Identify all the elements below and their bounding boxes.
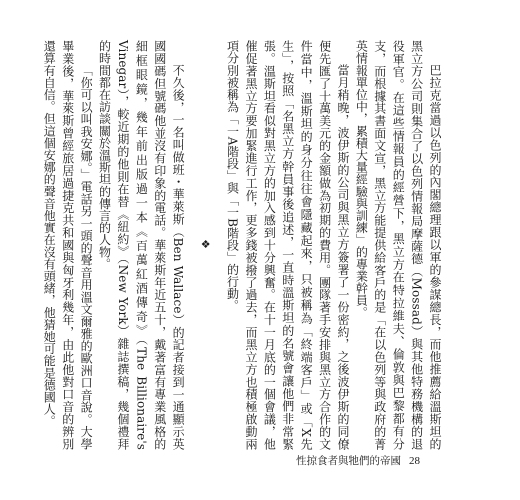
- page-number: 28: [409, 455, 420, 467]
- paragraph-2: 當月稍晚，波伊斯的公司與黑立方簽署了一份密約，之後波伊斯的同僚便先匯了十萬美元的金額做為初期的費用。團隊著手安排與黑立方合作的文件當中，溫斯坦的身分往往會隱藏起來，只被稱為「終端客戶」或「X先生」，按照「名黑立方幹員事後追述，一直時溫斯坦的名號會讓他們非常緊張。溫斯坦看似對黑立方的加入感到十分興奮。在十一月底的一個會議，他催促著黑立方要加緊進行工作，更多錢被撥了過去，而黑立方也積極啟動兩項分別被稱為「一A階段」與「一B階段」的行動。: [225, 40, 350, 450]
- page-footer: [296, 453, 420, 468]
- running-head: 性掠食者與牠們的帝國: [296, 455, 401, 467]
- section-divider-ornament: ❖: [199, 238, 213, 252]
- paragraph-4: 「你可以叫我安娜。」電話另一頭的聲音用溫文爾雅的歐洲口音說。大學畢業後，華萊斯曾經旅居過捷克共和國與匈牙利幾年，由此他對口音的辨別還算有自信。但這個安娜的聲音他實在沒有頭緒，他猜她可能是德國人。: [42, 40, 94, 450]
- paragraph-1: 巴拉克當過以色列的內閣總理跟以軍的參謀總長，而他推薦給溫斯坦的黑立方公司則集合了以色列情報局摩薩德（Mossad）與其他特務機構的退役軍官。在這些情報員的經營下，黑立方在特拉維夫、倫敦與巴黎都有分支，而根據其書面文宣，黑立方能提供給客戶的是「在以色列等與政府的菁英情報單位中，累積大量經驗與訓練」的專業幹員。: [354, 40, 442, 450]
- body-text: [40, 40, 444, 450]
- paragraph-3: 不久後，一名叫做班・華萊斯（Ben Wallace）的記者接到一通顯示英國國碼但號碼他並沒有印象的電話。華萊斯年近五十，戴著富有專業風格的細框眼鏡，幾年前出版過一本《百萬紅酒傳奇》（The Billionaire's Vinegar），較近期的他則在替《紐約》（New York）雜誌撰稿，幾個禮拜的時間都在訪談關於溫斯坦的傳言的人物。: [97, 40, 186, 450]
